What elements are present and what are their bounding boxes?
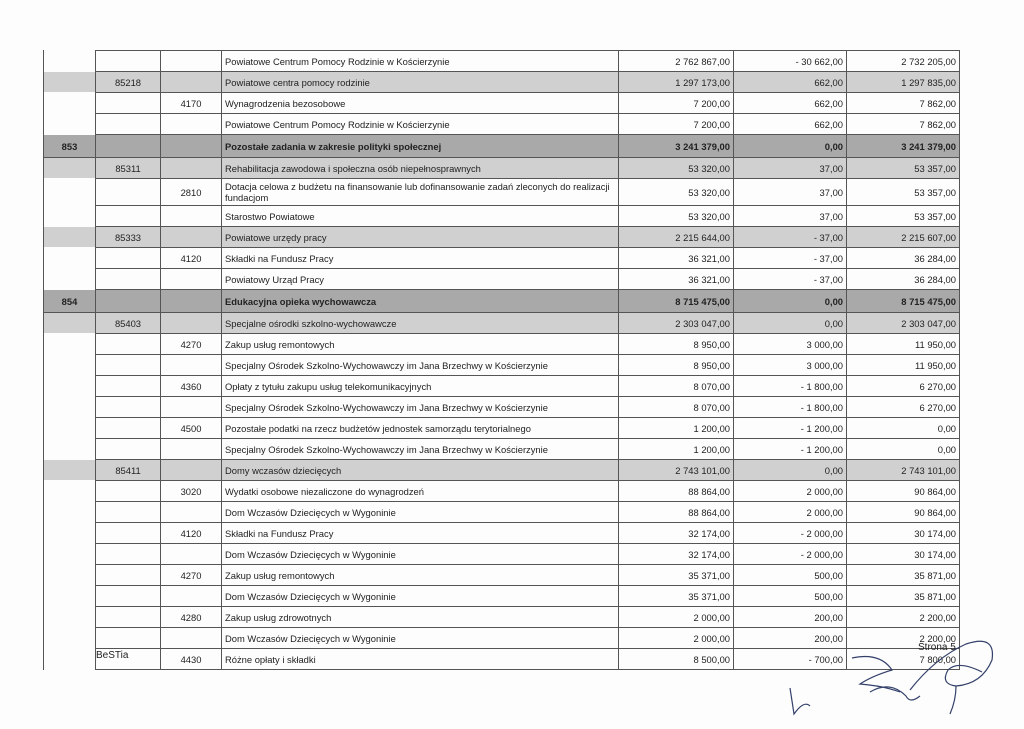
- paragraph-code-cell: [161, 586, 222, 607]
- paragraph-code-cell: 3020: [161, 481, 222, 502]
- amount-after-change-cell: 7 862,00: [847, 93, 960, 114]
- chapter-code-cell: [96, 586, 161, 607]
- chapter-code-cell: [96, 565, 161, 586]
- name-cell: Domy wczasów dziecięcych: [222, 460, 619, 481]
- name-cell: Zakup usług zdrowotnych: [222, 607, 619, 628]
- name-cell: Różne opłaty i składki: [222, 649, 619, 670]
- chapter-row: [44, 72, 960, 93]
- amount-after-change-cell: 6 270,00: [847, 397, 960, 418]
- chapter-row: [44, 227, 960, 248]
- table-row: [44, 179, 960, 206]
- name-cell: Powiatowe Centrum Pomocy Rodzinie w Kościerzynie: [222, 51, 619, 72]
- budget-table: [43, 50, 960, 670]
- plan-amount-cell: 8 950,00: [619, 355, 734, 376]
- handwritten-signature: [760, 630, 1010, 720]
- table-row: [44, 269, 960, 290]
- chapter-code-cell: [96, 93, 161, 114]
- table-row: [44, 502, 960, 523]
- plan-amount-cell: 7 200,00: [619, 93, 734, 114]
- change-amount-cell: 500,00: [734, 565, 847, 586]
- name-cell: Zakup usług remontowych: [222, 565, 619, 586]
- paragraph-code-cell: [161, 544, 222, 565]
- change-amount-cell: 0,00: [734, 313, 847, 334]
- amount-after-change-cell: 2 732 205,00: [847, 51, 960, 72]
- change-amount-cell: 500,00: [734, 586, 847, 607]
- plan-amount-cell: 88 864,00: [619, 502, 734, 523]
- table-row: [44, 355, 960, 376]
- paragraph-code-cell: 4120: [161, 523, 222, 544]
- budget-table-body: [44, 51, 960, 670]
- plan-amount-cell: 2 303 047,00: [619, 313, 734, 334]
- plan-amount-cell: 7 200,00: [619, 114, 734, 135]
- paragraph-code-cell: [161, 460, 222, 481]
- amount-after-change-cell: 11 950,00: [847, 334, 960, 355]
- dzial-code-cell: [44, 649, 96, 670]
- plan-amount-cell: 8 715 475,00: [619, 290, 734, 313]
- change-amount-cell: 37,00: [734, 158, 847, 179]
- plan-amount-cell: 32 174,00: [619, 523, 734, 544]
- table-row: [44, 544, 960, 565]
- chapter-code-cell: 85218: [96, 72, 161, 93]
- chapter-code-cell: 85403: [96, 313, 161, 334]
- change-amount-cell: 0,00: [734, 135, 847, 158]
- change-amount-cell: 2 000,00: [734, 481, 847, 502]
- amount-after-change-cell: 2 215 607,00: [847, 227, 960, 248]
- chapter-code-cell: [96, 248, 161, 269]
- plan-amount-cell: 32 174,00: [619, 544, 734, 565]
- chapter-code-cell: [96, 481, 161, 502]
- plan-amount-cell: 8 070,00: [619, 376, 734, 397]
- paragraph-code-cell: [161, 290, 222, 313]
- paragraph-code-cell: [161, 227, 222, 248]
- paragraph-code-cell: [161, 628, 222, 649]
- name-cell: Specjalny Ośrodek Szkolno-Wychowawczy im Jana Brzechwy w Kościerzynie: [222, 355, 619, 376]
- change-amount-cell: - 1 200,00: [734, 418, 847, 439]
- paragraph-code-cell: 4430: [161, 649, 222, 670]
- amount-after-change-cell: 90 864,00: [847, 502, 960, 523]
- name-cell: Powiatowy Urząd Pracy: [222, 269, 619, 290]
- amount-after-change-cell: 53 357,00: [847, 158, 960, 179]
- dzial-code-cell: [44, 355, 96, 376]
- amount-after-change-cell: 3 241 379,00: [847, 135, 960, 158]
- change-amount-cell: - 2 000,00: [734, 544, 847, 565]
- page-number: Strona 5: [918, 642, 956, 653]
- change-amount-cell: 662,00: [734, 114, 847, 135]
- dzial-code-cell: [44, 269, 96, 290]
- chapter-code-cell: [96, 397, 161, 418]
- name-cell: Dom Wczasów Dziecięcych w Wygoninie: [222, 628, 619, 649]
- section-row: [44, 135, 960, 158]
- paragraph-code-cell: 4360: [161, 376, 222, 397]
- chapter-code-cell: 85311: [96, 158, 161, 179]
- dzial-code-cell: [44, 397, 96, 418]
- dzial-code-cell: [44, 72, 96, 93]
- dzial-code-cell: [44, 418, 96, 439]
- plan-amount-cell: 53 320,00: [619, 179, 734, 206]
- paragraph-code-cell: [161, 355, 222, 376]
- table-row: [44, 206, 960, 227]
- name-cell: Starostwo Powiatowe: [222, 206, 619, 227]
- plan-amount-cell: 8 950,00: [619, 334, 734, 355]
- change-amount-cell: - 37,00: [734, 248, 847, 269]
- change-amount-cell: - 2 000,00: [734, 523, 847, 544]
- amount-after-change-cell: 6 270,00: [847, 376, 960, 397]
- table-row: [44, 248, 960, 269]
- change-amount-cell: - 700,00: [734, 649, 847, 670]
- name-cell: Specjalny Ośrodek Szkolno-Wychowawczy im Jana Brzechwy w Kościerzynie: [222, 397, 619, 418]
- plan-amount-cell: 53 320,00: [619, 158, 734, 179]
- amount-after-change-cell: 53 357,00: [847, 206, 960, 227]
- chapter-code-cell: [96, 502, 161, 523]
- chapter-code-cell: [96, 114, 161, 135]
- table-row: [44, 397, 960, 418]
- table-row: [44, 418, 960, 439]
- change-amount-cell: - 37,00: [734, 269, 847, 290]
- name-cell: Dotacja celowa z budżetu na finansowanie lub dofinansowanie zadań zleconych do realizacji fundacjom: [222, 179, 619, 206]
- table-row: [44, 586, 960, 607]
- amount-after-change-cell: 1 297 835,00: [847, 72, 960, 93]
- chapter-code-cell: [96, 135, 161, 158]
- plan-amount-cell: 2 743 101,00: [619, 460, 734, 481]
- amount-after-change-cell: 36 284,00: [847, 269, 960, 290]
- chapter-code-cell: [96, 607, 161, 628]
- name-cell: Specjalny Ośrodek Szkolno-Wychowawczy im Jana Brzechwy w Kościerzynie: [222, 439, 619, 460]
- dzial-code-cell: [44, 179, 96, 206]
- chapter-row: [44, 460, 960, 481]
- name-cell: Pozostałe zadania w zakresie polityki społecznej: [222, 135, 619, 158]
- name-cell: Powiatowe Centrum Pomocy Rodzinie w Kościerzynie: [222, 114, 619, 135]
- amount-after-change-cell: 53 357,00: [847, 179, 960, 206]
- chapter-code-cell: [96, 334, 161, 355]
- change-amount-cell: - 37,00: [734, 227, 847, 248]
- paragraph-code-cell: [161, 313, 222, 334]
- chapter-code-cell: 85333: [96, 227, 161, 248]
- paragraph-code-cell: 2810: [161, 179, 222, 206]
- dzial-code-cell: [44, 114, 96, 135]
- paragraph-code-cell: 4500: [161, 418, 222, 439]
- change-amount-cell: 3 000,00: [734, 355, 847, 376]
- name-cell: Powiatowe urzędy pracy: [222, 227, 619, 248]
- amount-after-change-cell: 8 715 475,00: [847, 290, 960, 313]
- amount-after-change-cell: 2 200,00: [847, 607, 960, 628]
- chapter-code-cell: [96, 269, 161, 290]
- paragraph-code-cell: 4270: [161, 565, 222, 586]
- change-amount-cell: 0,00: [734, 460, 847, 481]
- table-row: [44, 93, 960, 114]
- table-row: [44, 114, 960, 135]
- name-cell: Wydatki osobowe niezaliczone do wynagrodzeń: [222, 481, 619, 502]
- chapter-row: [44, 313, 960, 334]
- plan-amount-cell: 1 200,00: [619, 439, 734, 460]
- table-row: [44, 481, 960, 502]
- dzial-code-cell: [44, 460, 96, 481]
- change-amount-cell: 200,00: [734, 628, 847, 649]
- dzial-code-cell: [44, 227, 96, 248]
- name-cell: Dom Wczasów Dziecięcych w Wygoninie: [222, 502, 619, 523]
- change-amount-cell: 3 000,00: [734, 334, 847, 355]
- change-amount-cell: - 30 662,00: [734, 51, 847, 72]
- dzial-code-cell: [44, 206, 96, 227]
- dzial-code-cell: 854: [44, 290, 96, 313]
- change-amount-cell: - 1 800,00: [734, 376, 847, 397]
- table-row: [44, 334, 960, 355]
- amount-after-change-cell: 35 871,00: [847, 565, 960, 586]
- amount-after-change-cell: 2 743 101,00: [847, 460, 960, 481]
- table-row: [44, 439, 960, 460]
- chapter-row: [44, 158, 960, 179]
- plan-amount-cell: 36 321,00: [619, 248, 734, 269]
- paragraph-code-cell: [161, 158, 222, 179]
- amount-after-change-cell: 0,00: [847, 439, 960, 460]
- amount-after-change-cell: 2 200,00: [847, 628, 960, 649]
- plan-amount-cell: 35 371,00: [619, 586, 734, 607]
- amount-after-change-cell: 7 800,00: [847, 649, 960, 670]
- name-cell: Opłaty z tytułu zakupu usług telekomunikacyjnych: [222, 376, 619, 397]
- amount-after-change-cell: 7 862,00: [847, 114, 960, 135]
- dzial-code-cell: [44, 523, 96, 544]
- paragraph-code-cell: 4120: [161, 248, 222, 269]
- amount-after-change-cell: 11 950,00: [847, 355, 960, 376]
- paragraph-code-cell: [161, 439, 222, 460]
- chapter-code-cell: [96, 628, 161, 649]
- name-cell: Zakup usług remontowych: [222, 334, 619, 355]
- name-cell: Powiatowe centra pomocy rodzinie: [222, 72, 619, 93]
- paragraph-code-cell: [161, 502, 222, 523]
- paragraph-code-cell: 4280: [161, 607, 222, 628]
- dzial-code-cell: [44, 502, 96, 523]
- plan-amount-cell: 2 000,00: [619, 607, 734, 628]
- paragraph-code-cell: 4170: [161, 93, 222, 114]
- chapter-code-cell: [96, 523, 161, 544]
- amount-after-change-cell: 0,00: [847, 418, 960, 439]
- change-amount-cell: 37,00: [734, 179, 847, 206]
- plan-amount-cell: 53 320,00: [619, 206, 734, 227]
- dzial-code-cell: [44, 51, 96, 72]
- table-row: [44, 523, 960, 544]
- dzial-code-cell: [44, 376, 96, 397]
- change-amount-cell: - 1 800,00: [734, 397, 847, 418]
- dzial-code-cell: [44, 248, 96, 269]
- chapter-code-cell: [96, 355, 161, 376]
- name-cell: Składki na Fundusz Pracy: [222, 248, 619, 269]
- table-row: [44, 376, 960, 397]
- amount-after-change-cell: 2 303 047,00: [847, 313, 960, 334]
- plan-amount-cell: 8 070,00: [619, 397, 734, 418]
- plan-amount-cell: 8 500,00: [619, 649, 734, 670]
- dzial-code-cell: [44, 158, 96, 179]
- plan-amount-cell: 2 762 867,00: [619, 51, 734, 72]
- dzial-code-cell: [44, 544, 96, 565]
- dzial-code-cell: 853: [44, 135, 96, 158]
- plan-amount-cell: 88 864,00: [619, 481, 734, 502]
- name-cell: Rehabilitacja zawodowa i społeczna osób niepełnosprawnych: [222, 158, 619, 179]
- paragraph-code-cell: [161, 114, 222, 135]
- name-cell: Specjalne ośrodki szkolno-wychowawcze: [222, 313, 619, 334]
- dzial-code-cell: [44, 607, 96, 628]
- change-amount-cell: 2 000,00: [734, 502, 847, 523]
- plan-amount-cell: 36 321,00: [619, 269, 734, 290]
- plan-amount-cell: 1 200,00: [619, 418, 734, 439]
- paragraph-code-cell: [161, 269, 222, 290]
- dzial-code-cell: [44, 481, 96, 502]
- plan-amount-cell: 3 241 379,00: [619, 135, 734, 158]
- change-amount-cell: 37,00: [734, 206, 847, 227]
- dzial-code-cell: [44, 439, 96, 460]
- amount-after-change-cell: 30 174,00: [847, 544, 960, 565]
- section-row: [44, 290, 960, 313]
- dzial-code-cell: [44, 628, 96, 649]
- plan-amount-cell: 2 000,00: [619, 628, 734, 649]
- name-cell: Dom Wczasów Dziecięcych w Wygoninie: [222, 544, 619, 565]
- chapter-code-cell: [96, 290, 161, 313]
- name-cell: Wynagrodzenia bezosobowe: [222, 93, 619, 114]
- software-label: BeSTia: [96, 650, 129, 661]
- amount-after-change-cell: 30 174,00: [847, 523, 960, 544]
- chapter-code-cell: [96, 206, 161, 227]
- change-amount-cell: - 1 200,00: [734, 439, 847, 460]
- chapter-code-cell: [96, 418, 161, 439]
- table-row: [44, 607, 960, 628]
- plan-amount-cell: 35 371,00: [619, 565, 734, 586]
- paragraph-code-cell: 4270: [161, 334, 222, 355]
- paragraph-code-cell: [161, 51, 222, 72]
- dzial-code-cell: [44, 586, 96, 607]
- table-row: [44, 51, 960, 72]
- change-amount-cell: 0,00: [734, 290, 847, 313]
- amount-after-change-cell: 90 864,00: [847, 481, 960, 502]
- dzial-code-cell: [44, 334, 96, 355]
- dzial-code-cell: [44, 313, 96, 334]
- name-cell: Składki na Fundusz Pracy: [222, 523, 619, 544]
- amount-after-change-cell: 35 871,00: [847, 586, 960, 607]
- chapter-code-cell: [96, 376, 161, 397]
- chapter-code-cell: 85411: [96, 460, 161, 481]
- chapter-code-cell: [96, 439, 161, 460]
- dzial-code-cell: [44, 565, 96, 586]
- amount-after-change-cell: 36 284,00: [847, 248, 960, 269]
- paragraph-code-cell: [161, 206, 222, 227]
- chapter-code-cell: [96, 51, 161, 72]
- name-cell: Dom Wczasów Dziecięcych w Wygoninie: [222, 586, 619, 607]
- change-amount-cell: 662,00: [734, 93, 847, 114]
- table-row: [44, 565, 960, 586]
- paragraph-code-cell: [161, 135, 222, 158]
- change-amount-cell: 662,00: [734, 72, 847, 93]
- plan-amount-cell: 2 215 644,00: [619, 227, 734, 248]
- paragraph-code-cell: [161, 72, 222, 93]
- name-cell: Edukacyjna opieka wychowawcza: [222, 290, 619, 313]
- chapter-code-cell: [96, 179, 161, 206]
- name-cell: Pozostałe podatki na rzecz budżetów jednostek samorządu terytorialnego: [222, 418, 619, 439]
- change-amount-cell: 200,00: [734, 607, 847, 628]
- plan-amount-cell: 1 297 173,00: [619, 72, 734, 93]
- dzial-code-cell: [44, 93, 96, 114]
- paragraph-code-cell: [161, 397, 222, 418]
- chapter-code-cell: [96, 544, 161, 565]
